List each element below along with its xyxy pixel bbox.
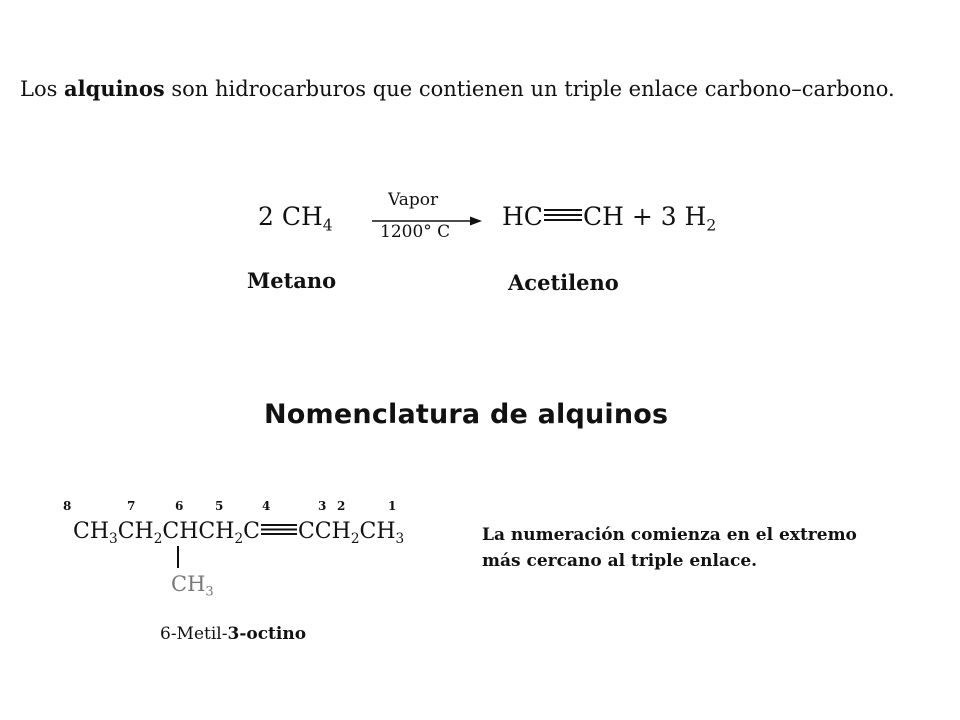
structural-formula xyxy=(73,519,405,547)
reactant-text: 2 CH xyxy=(258,202,323,231)
compound-name-main: 3-octino xyxy=(227,624,307,644)
carbon-number: 2 xyxy=(337,499,346,513)
formula-fragment: CH xyxy=(73,519,110,544)
carbon-numbering xyxy=(63,499,403,515)
triple-bond-icon xyxy=(260,523,298,536)
intro-rest: son hidrocarburos que contienen un triple enlace carbono–carbono. xyxy=(164,77,895,101)
formula-subscript: 2 xyxy=(153,530,163,547)
triple-bond-icon xyxy=(543,208,583,222)
reaction-equation xyxy=(258,190,778,260)
branch-subscript: 3 xyxy=(205,584,214,600)
reactant-formula xyxy=(258,202,333,235)
compound-name-prefix: 6-Metil- xyxy=(160,624,228,644)
formula-fragment: CH xyxy=(359,519,396,544)
numbering-note xyxy=(482,522,857,574)
reactant-label: Metano xyxy=(247,268,337,293)
product-formula xyxy=(502,202,717,235)
carbon-number: 7 xyxy=(127,499,136,513)
branch-text: CH xyxy=(171,572,206,596)
carbon-number: 5 xyxy=(215,499,224,513)
arrow-condition-top: Vapor xyxy=(388,190,439,210)
formula-subscript: 3 xyxy=(109,530,118,547)
product-subscript: 2 xyxy=(706,216,717,235)
formula-fragment: CHCH xyxy=(162,519,235,544)
section-title: Nomenclatura de alquinos xyxy=(264,399,669,430)
carbon-number: 8 xyxy=(63,499,72,513)
carbon-number: 6 xyxy=(175,499,184,513)
formula-fragment: CH xyxy=(117,519,154,544)
formula-fragment: CCH xyxy=(297,519,351,544)
product-label: Acetileno xyxy=(508,270,619,295)
note-line: La numeración comienza en el extremo xyxy=(482,525,857,545)
carbon-number: 4 xyxy=(262,499,271,513)
product-left: HC xyxy=(502,202,543,231)
intro-prefix: Los xyxy=(20,77,65,101)
formula-subscript: 2 xyxy=(350,530,360,547)
product-right: CH + 3 H xyxy=(582,202,707,231)
formula-fragment: C xyxy=(243,519,260,544)
formula-subscript: 2 xyxy=(234,530,244,547)
branch-bond xyxy=(177,546,179,568)
carbon-number: 1 xyxy=(388,499,397,513)
compound-name xyxy=(160,624,306,644)
formula-subscript: 3 xyxy=(395,530,405,547)
methyl-branch xyxy=(171,572,214,600)
intro-term-alquinos: alquinos xyxy=(64,76,165,101)
reactant-subscript: 4 xyxy=(322,216,333,235)
note-line: más cercano al triple enlace. xyxy=(482,551,758,571)
carbon-number: 3 xyxy=(318,499,327,513)
intro-sentence xyxy=(20,76,895,101)
arrow-condition-bottom: 1200° C xyxy=(380,222,451,242)
